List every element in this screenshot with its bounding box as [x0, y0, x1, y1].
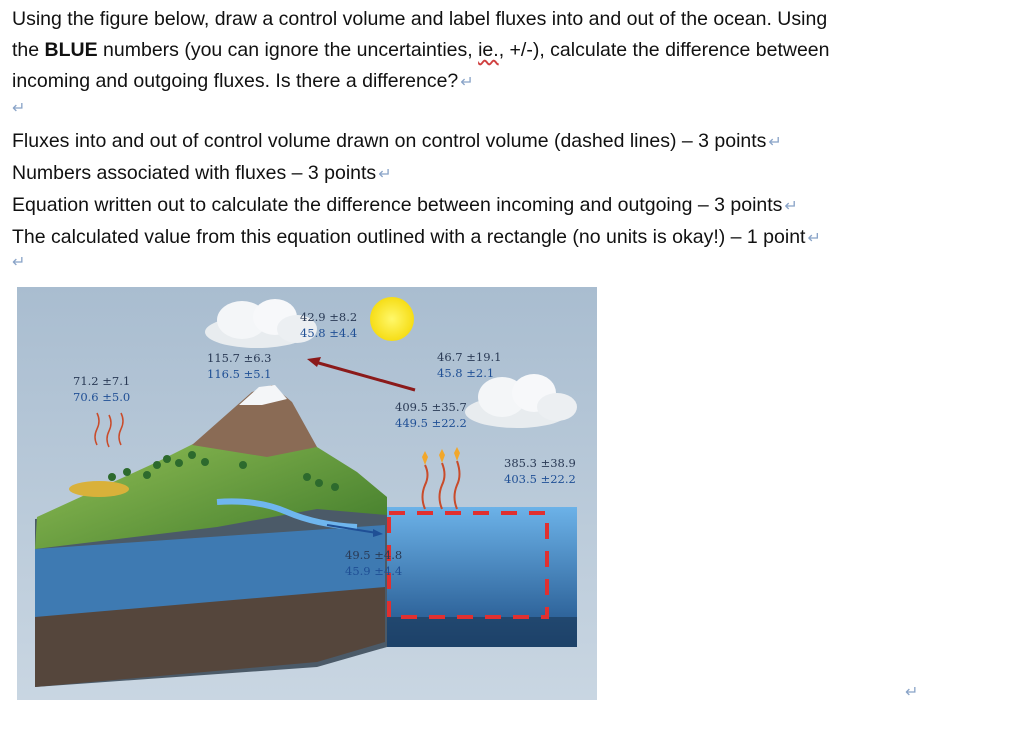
- flux-value-blue: 45.8 ±4.4: [300, 326, 358, 340]
- crop-field: [69, 481, 129, 497]
- flux-value-top: 409.5 ±35.7: [395, 400, 467, 414]
- flux-value-top: 42.9 ±8.2: [300, 310, 358, 324]
- ocean-floor: [387, 617, 577, 647]
- flux-value-blue: 45.9 ±4.4: [345, 564, 403, 578]
- flux-value-blue: 403.5 ±22.2: [504, 472, 576, 486]
- return-mark: ↵: [12, 254, 26, 271]
- return-mark: ↵: [12, 100, 26, 117]
- question-line: Using the figure below, draw a control volume and label fluxes into and out of the ocean. Using: [12, 8, 828, 30]
- rubric-list: [12, 126, 821, 254]
- flux-value-blue: 70.6 ±5.0: [73, 390, 131, 404]
- rubric-item: The calculated value from this equation outlined with a rectangle (no units is okay!) – 1 point ↵: [12, 226, 821, 248]
- flux-value-blue: 116.5 ±5.1: [207, 367, 272, 381]
- question-line: the BLUE numbers (you can ignore the uncertainties, ie., +/-), calculate the difference between: [12, 39, 830, 61]
- water-cycle-figure: [17, 287, 597, 700]
- question-line: incoming and outgoing fluxes. Is there a difference? ↵: [12, 70, 474, 92]
- rubric-item: Fluxes into and out of control volume drawn on control volume (dashed lines) – 3 points ↵: [12, 130, 782, 152]
- rubric-item: Numbers associated with fluxes – 3 points ↵: [12, 162, 392, 184]
- return-mark: ↵: [905, 684, 919, 701]
- rubric-item: Equation written out to calculate the difference between incoming and outgoing – 3 points ↵: [12, 194, 798, 216]
- flux-value-blue: 45.8 ±2.1: [437, 366, 495, 380]
- sun-icon: [370, 297, 414, 341]
- flux-value-top: 46.7 ±19.1: [437, 350, 502, 364]
- flux-value-top: 385.3 ±38.9: [504, 456, 576, 470]
- flux-value-top: 49.5 ±4.8: [345, 548, 403, 562]
- flux-value-blue: 449.5 ±22.2: [395, 416, 467, 430]
- flux-value-top: 115.7 ±6.3: [207, 351, 272, 365]
- flux-value-top: 71.2 ±7.1: [73, 374, 131, 388]
